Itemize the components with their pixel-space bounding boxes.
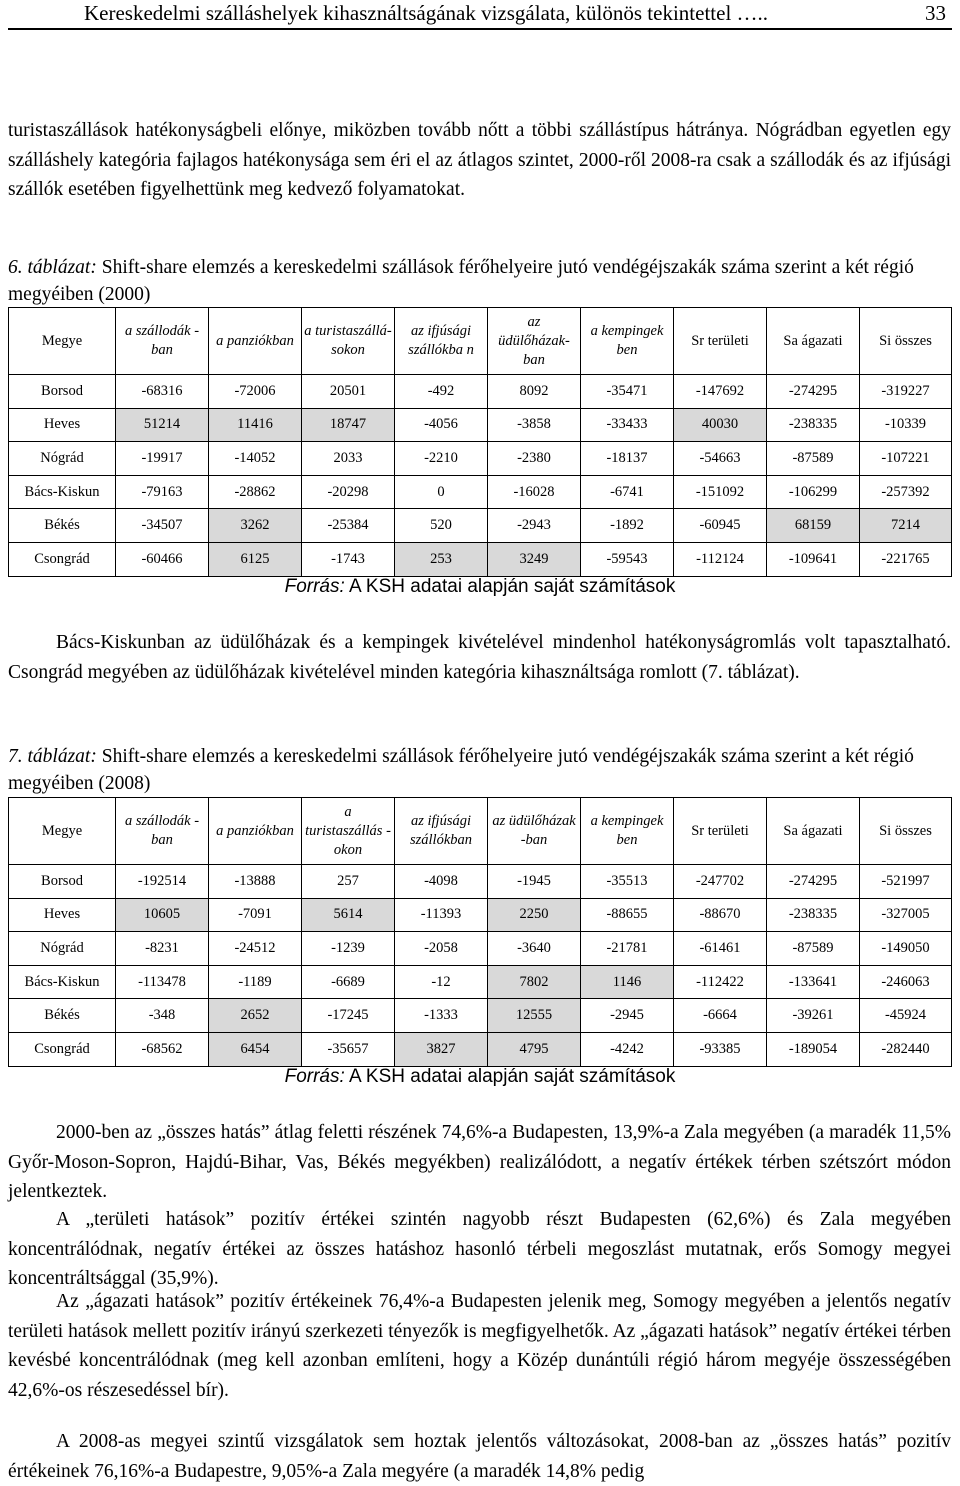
col-header: az ifjúsági szállókban — [395, 798, 488, 865]
col-header: a szállodák -ban — [116, 308, 209, 375]
value-cell: -25384 — [302, 509, 395, 543]
value-cell: -21781 — [581, 932, 674, 966]
col-header: az ifjúsági szállókba n — [395, 308, 488, 375]
col-header: Sr területi — [674, 308, 767, 375]
value-cell: -35471 — [581, 375, 674, 409]
value-cell: -4098 — [395, 865, 488, 899]
value-cell: -149050 — [860, 932, 952, 966]
county-cell: Békés — [9, 999, 116, 1033]
value-cell: -34507 — [116, 509, 209, 543]
value-cell: 253 — [395, 542, 488, 576]
county-cell: Heves — [9, 408, 116, 442]
value-cell: 3249 — [488, 542, 581, 576]
value-cell: -247702 — [674, 865, 767, 899]
col-header: Sa ágazati — [767, 798, 860, 865]
value-cell: -1189 — [209, 965, 302, 999]
table-row — [9, 509, 952, 543]
paragraph-bacs-kiskun — [8, 628, 951, 687]
table-2008 — [8, 797, 952, 1067]
value-cell: -24512 — [209, 932, 302, 966]
value-cell: -274295 — [767, 865, 860, 899]
col-header: Si összes — [860, 308, 952, 375]
value-cell: -257392 — [860, 475, 952, 509]
table-row — [9, 408, 952, 442]
source-text: A KSH adatai alapján saját számítások — [344, 1066, 676, 1087]
value-cell: -282440 — [860, 1032, 952, 1066]
value-cell: -2210 — [395, 442, 488, 476]
table-row — [9, 442, 952, 476]
value-cell: 11416 — [209, 408, 302, 442]
value-cell: -109641 — [767, 542, 860, 576]
value-cell: 8092 — [488, 375, 581, 409]
value-cell: -4056 — [395, 408, 488, 442]
col-header: Sa ágazati — [767, 308, 860, 375]
table6-caption — [8, 254, 951, 308]
value-cell: 257 — [302, 865, 395, 899]
col-header: a panziókban — [209, 798, 302, 865]
paragraph-text: A 2008-as megyei szintű vizsgálatok sem hoztak jelentős változásokat, 2008-ban az „összes hatás” pozitív értékeinek 76,16%-a Budapestre, 9,05%-a Zala megyére (a maradék 14,8% pedig — [8, 1431, 951, 1482]
value-cell: 4795 — [488, 1032, 581, 1066]
value-cell: -45924 — [860, 999, 952, 1033]
value-cell: -112124 — [674, 542, 767, 576]
value-cell: -33433 — [581, 408, 674, 442]
paragraph-text: Bács-Kiskunban az üdülőházak és a kempingek kivételével mindenhol hatékonyságromlás volt tapasztalható. Csongrád megyében az üdülőházak kivételével minden kategória kihasználtsága romlott (7. táblázat). — [8, 632, 951, 683]
value-cell: 3827 — [395, 1032, 488, 1066]
table-2000 — [8, 307, 952, 577]
value-cell: -60945 — [674, 509, 767, 543]
value-cell: -3640 — [488, 932, 581, 966]
value-cell: -61461 — [674, 932, 767, 966]
table7-caption-text: Shift-share elemzés a kereskedelmi szállások férőhelyeire jutó vendégéjszakák száma szerint a két régió megyéiben (2008) — [8, 746, 914, 794]
value-cell: -2945 — [581, 999, 674, 1033]
value-cell: 7214 — [860, 509, 952, 543]
value-cell: -68316 — [116, 375, 209, 409]
value-cell: -1743 — [302, 542, 395, 576]
table-row — [9, 542, 952, 576]
value-cell: 40030 — [674, 408, 767, 442]
value-cell: -348 — [116, 999, 209, 1033]
value-cell: -79163 — [116, 475, 209, 509]
value-cell: -59543 — [581, 542, 674, 576]
table-row — [9, 999, 952, 1033]
value-cell: -113478 — [116, 965, 209, 999]
value-cell: -492 — [395, 375, 488, 409]
value-cell: -151092 — [674, 475, 767, 509]
table-row — [9, 965, 952, 999]
table-row — [9, 475, 952, 509]
value-cell: 2033 — [302, 442, 395, 476]
value-cell: -10339 — [860, 408, 952, 442]
value-cell: -2058 — [395, 932, 488, 966]
value-cell: -93385 — [674, 1032, 767, 1066]
value-cell: -238335 — [767, 898, 860, 932]
value-cell: -1333 — [395, 999, 488, 1033]
table6-source — [0, 576, 960, 598]
value-cell: -319227 — [860, 375, 952, 409]
county-cell: Bács-Kiskun — [9, 475, 116, 509]
table7-source — [0, 1066, 960, 1088]
col-header: Megye — [9, 308, 116, 375]
value-cell: -238335 — [767, 408, 860, 442]
col-header: Sr területi — [674, 798, 767, 865]
value-cell: -18137 — [581, 442, 674, 476]
value-cell: -20298 — [302, 475, 395, 509]
value-cell: -35513 — [581, 865, 674, 899]
col-header: az üdülőházak-ban — [488, 308, 581, 375]
value-cell: 6454 — [209, 1032, 302, 1066]
col-header: Si összes — [860, 798, 952, 865]
col-header: a turistaszállás -okon — [302, 798, 395, 865]
value-cell: 5614 — [302, 898, 395, 932]
table-row — [9, 375, 952, 409]
value-cell: -7091 — [209, 898, 302, 932]
table7-caption-label: 7. táblázat: — [8, 746, 97, 767]
table6-caption-text: Shift-share elemzés a kereskedelmi szállások férőhelyeire jutó vendégéjszakák száma szerint a két régió megyéiben (2000) — [8, 257, 914, 305]
value-cell: -17245 — [302, 999, 395, 1033]
value-cell: -13888 — [209, 865, 302, 899]
table7-caption — [8, 743, 951, 797]
table-row — [9, 932, 952, 966]
value-cell: -88670 — [674, 898, 767, 932]
value-cell: -192514 — [116, 865, 209, 899]
value-cell: -107221 — [860, 442, 952, 476]
paragraph-territorial-effects — [8, 1205, 951, 1294]
paragraph-text: Az „ágazati hatások” pozitív értékeinek 76,4%-a Budapesten jelenik meg, Somogy megyében a jelentős negatív területi hatások mellett pozitív irányú szerkezeti tényezők is megfigyelhetők. Az „ágazati hatások” negatív értékei térben kevésbé koncentrálódnak (meg kell azonban említeni, hogy a Közép dunántúli régió három megyéje összességében 42,6%-os részesedéssel bír). — [8, 1291, 951, 1401]
value-cell: 51214 — [116, 408, 209, 442]
value-cell: -6689 — [302, 965, 395, 999]
value-cell: -14052 — [209, 442, 302, 476]
source-text: A KSH adatai alapján saját számítások — [344, 576, 676, 597]
source-label: Forrás: — [284, 1066, 345, 1087]
value-cell: -39261 — [767, 999, 860, 1033]
value-cell: -72006 — [209, 375, 302, 409]
county-cell: Bács-Kiskun — [9, 965, 116, 999]
page-number: 33 — [925, 1, 946, 25]
value-cell: 20501 — [302, 375, 395, 409]
table-row — [9, 898, 952, 932]
value-cell: -87589 — [767, 442, 860, 476]
value-cell: -1239 — [302, 932, 395, 966]
value-cell: 7802 — [488, 965, 581, 999]
col-header: Megye — [9, 798, 116, 865]
table-row — [9, 865, 952, 899]
county-cell: Békés — [9, 509, 116, 543]
value-cell: -12 — [395, 965, 488, 999]
table-header-row — [9, 798, 952, 865]
paragraph-intro: turistaszállások hatékonyságbeli előnye, miközben tovább nőtt a többi szállástípus hátránya. Nógrádban egyetlen egy szálláshely kategória fajlagos hatékonysága sem éri el az átlagos szintet, 2000-ről 2008-ra csak a szállodák és az ifjúsági szállók esetében figyelhettünk meg kedvező folyamatokat. — [8, 120, 951, 200]
value-cell: -133641 — [767, 965, 860, 999]
value-cell: 68159 — [767, 509, 860, 543]
value-cell: 3262 — [209, 509, 302, 543]
value-cell: -16028 — [488, 475, 581, 509]
value-cell: -54663 — [674, 442, 767, 476]
col-header: az üdülőházak -ban — [488, 798, 581, 865]
table-row — [9, 1032, 952, 1066]
county-cell: Nógrád — [9, 442, 116, 476]
col-header: a kempingek ben — [581, 308, 674, 375]
county-cell: Heves — [9, 898, 116, 932]
county-cell: Csongrád — [9, 1032, 116, 1066]
value-cell: 0 — [395, 475, 488, 509]
value-cell: -106299 — [767, 475, 860, 509]
value-cell: -60466 — [116, 542, 209, 576]
value-cell: -87589 — [767, 932, 860, 966]
value-cell: -2943 — [488, 509, 581, 543]
value-cell: -6741 — [581, 475, 674, 509]
value-cell: -327005 — [860, 898, 952, 932]
value-cell: 2652 — [209, 999, 302, 1033]
value-cell: 2250 — [488, 898, 581, 932]
value-cell: -189054 — [767, 1032, 860, 1066]
value-cell: -11393 — [395, 898, 488, 932]
value-cell: -221765 — [860, 542, 952, 576]
value-cell: -68562 — [116, 1032, 209, 1066]
value-cell: 6125 — [209, 542, 302, 576]
county-cell: Nógrád — [9, 932, 116, 966]
value-cell: 1146 — [581, 965, 674, 999]
paragraph-sectoral-effects — [8, 1287, 951, 1405]
value-cell: 10605 — [116, 898, 209, 932]
value-cell: -1945 — [488, 865, 581, 899]
value-cell: -2380 — [488, 442, 581, 476]
value-cell: 520 — [395, 509, 488, 543]
col-header: a szállodák -ban — [116, 798, 209, 865]
col-header: a panziókban — [209, 308, 302, 375]
county-cell: Csongrád — [9, 542, 116, 576]
source-label: Forrás: — [284, 576, 345, 597]
value-cell: -4242 — [581, 1032, 674, 1066]
paragraph-2008-effects — [8, 1427, 951, 1486]
value-cell: -246063 — [860, 965, 952, 999]
value-cell: -274295 — [767, 375, 860, 409]
col-header: a turistaszállá-sokon — [302, 308, 395, 375]
value-cell: -521997 — [860, 865, 952, 899]
county-cell: Borsod — [9, 865, 116, 899]
paragraph-text: 2000-ben az „összes hatás” átlag feletti részének 74,6%-a Budapesten, 13,9%-a Zala megyében (a maradék 11,5% Győr-Moson-Sopron, Hajdú-Bihar, Vas, Békés megyékben) realizálódott, a negatív értékek térben szétszórt módon jelentkeztek. — [8, 1122, 951, 1202]
value-cell: -35657 — [302, 1032, 395, 1066]
value-cell: -112422 — [674, 965, 767, 999]
value-cell: 12555 — [488, 999, 581, 1033]
col-header: a kempingek ben — [581, 798, 674, 865]
value-cell: -6664 — [674, 999, 767, 1033]
running-header — [8, 0, 952, 30]
value-cell: -3858 — [488, 408, 581, 442]
value-cell: 18747 — [302, 408, 395, 442]
value-cell: -88655 — [581, 898, 674, 932]
paragraph-2000-effects — [8, 1118, 951, 1207]
value-cell: -147692 — [674, 375, 767, 409]
county-cell: Borsod — [9, 375, 116, 409]
value-cell: -28862 — [209, 475, 302, 509]
value-cell: -8231 — [116, 932, 209, 966]
value-cell: -1892 — [581, 509, 674, 543]
table6-caption-label: 6. táblázat: — [8, 257, 97, 278]
table-header-row — [9, 308, 952, 375]
paragraph-text: A „területi hatások” pozitív értékei szintén nagyobb részt Budapesten (62,6%) és Zala megyében koncentrálódnak, negatív értékei az összes hatáshoz hasonló térbeli megoszlást mutatnak, erős Somogy megyei koncentráltsággal (35,9%). — [8, 1209, 951, 1289]
header-title: Kereskedelmi szálláshelyek kihasználtságának vizsgálata, különös tekintettel ….. — [84, 1, 769, 25]
value-cell: -19917 — [116, 442, 209, 476]
